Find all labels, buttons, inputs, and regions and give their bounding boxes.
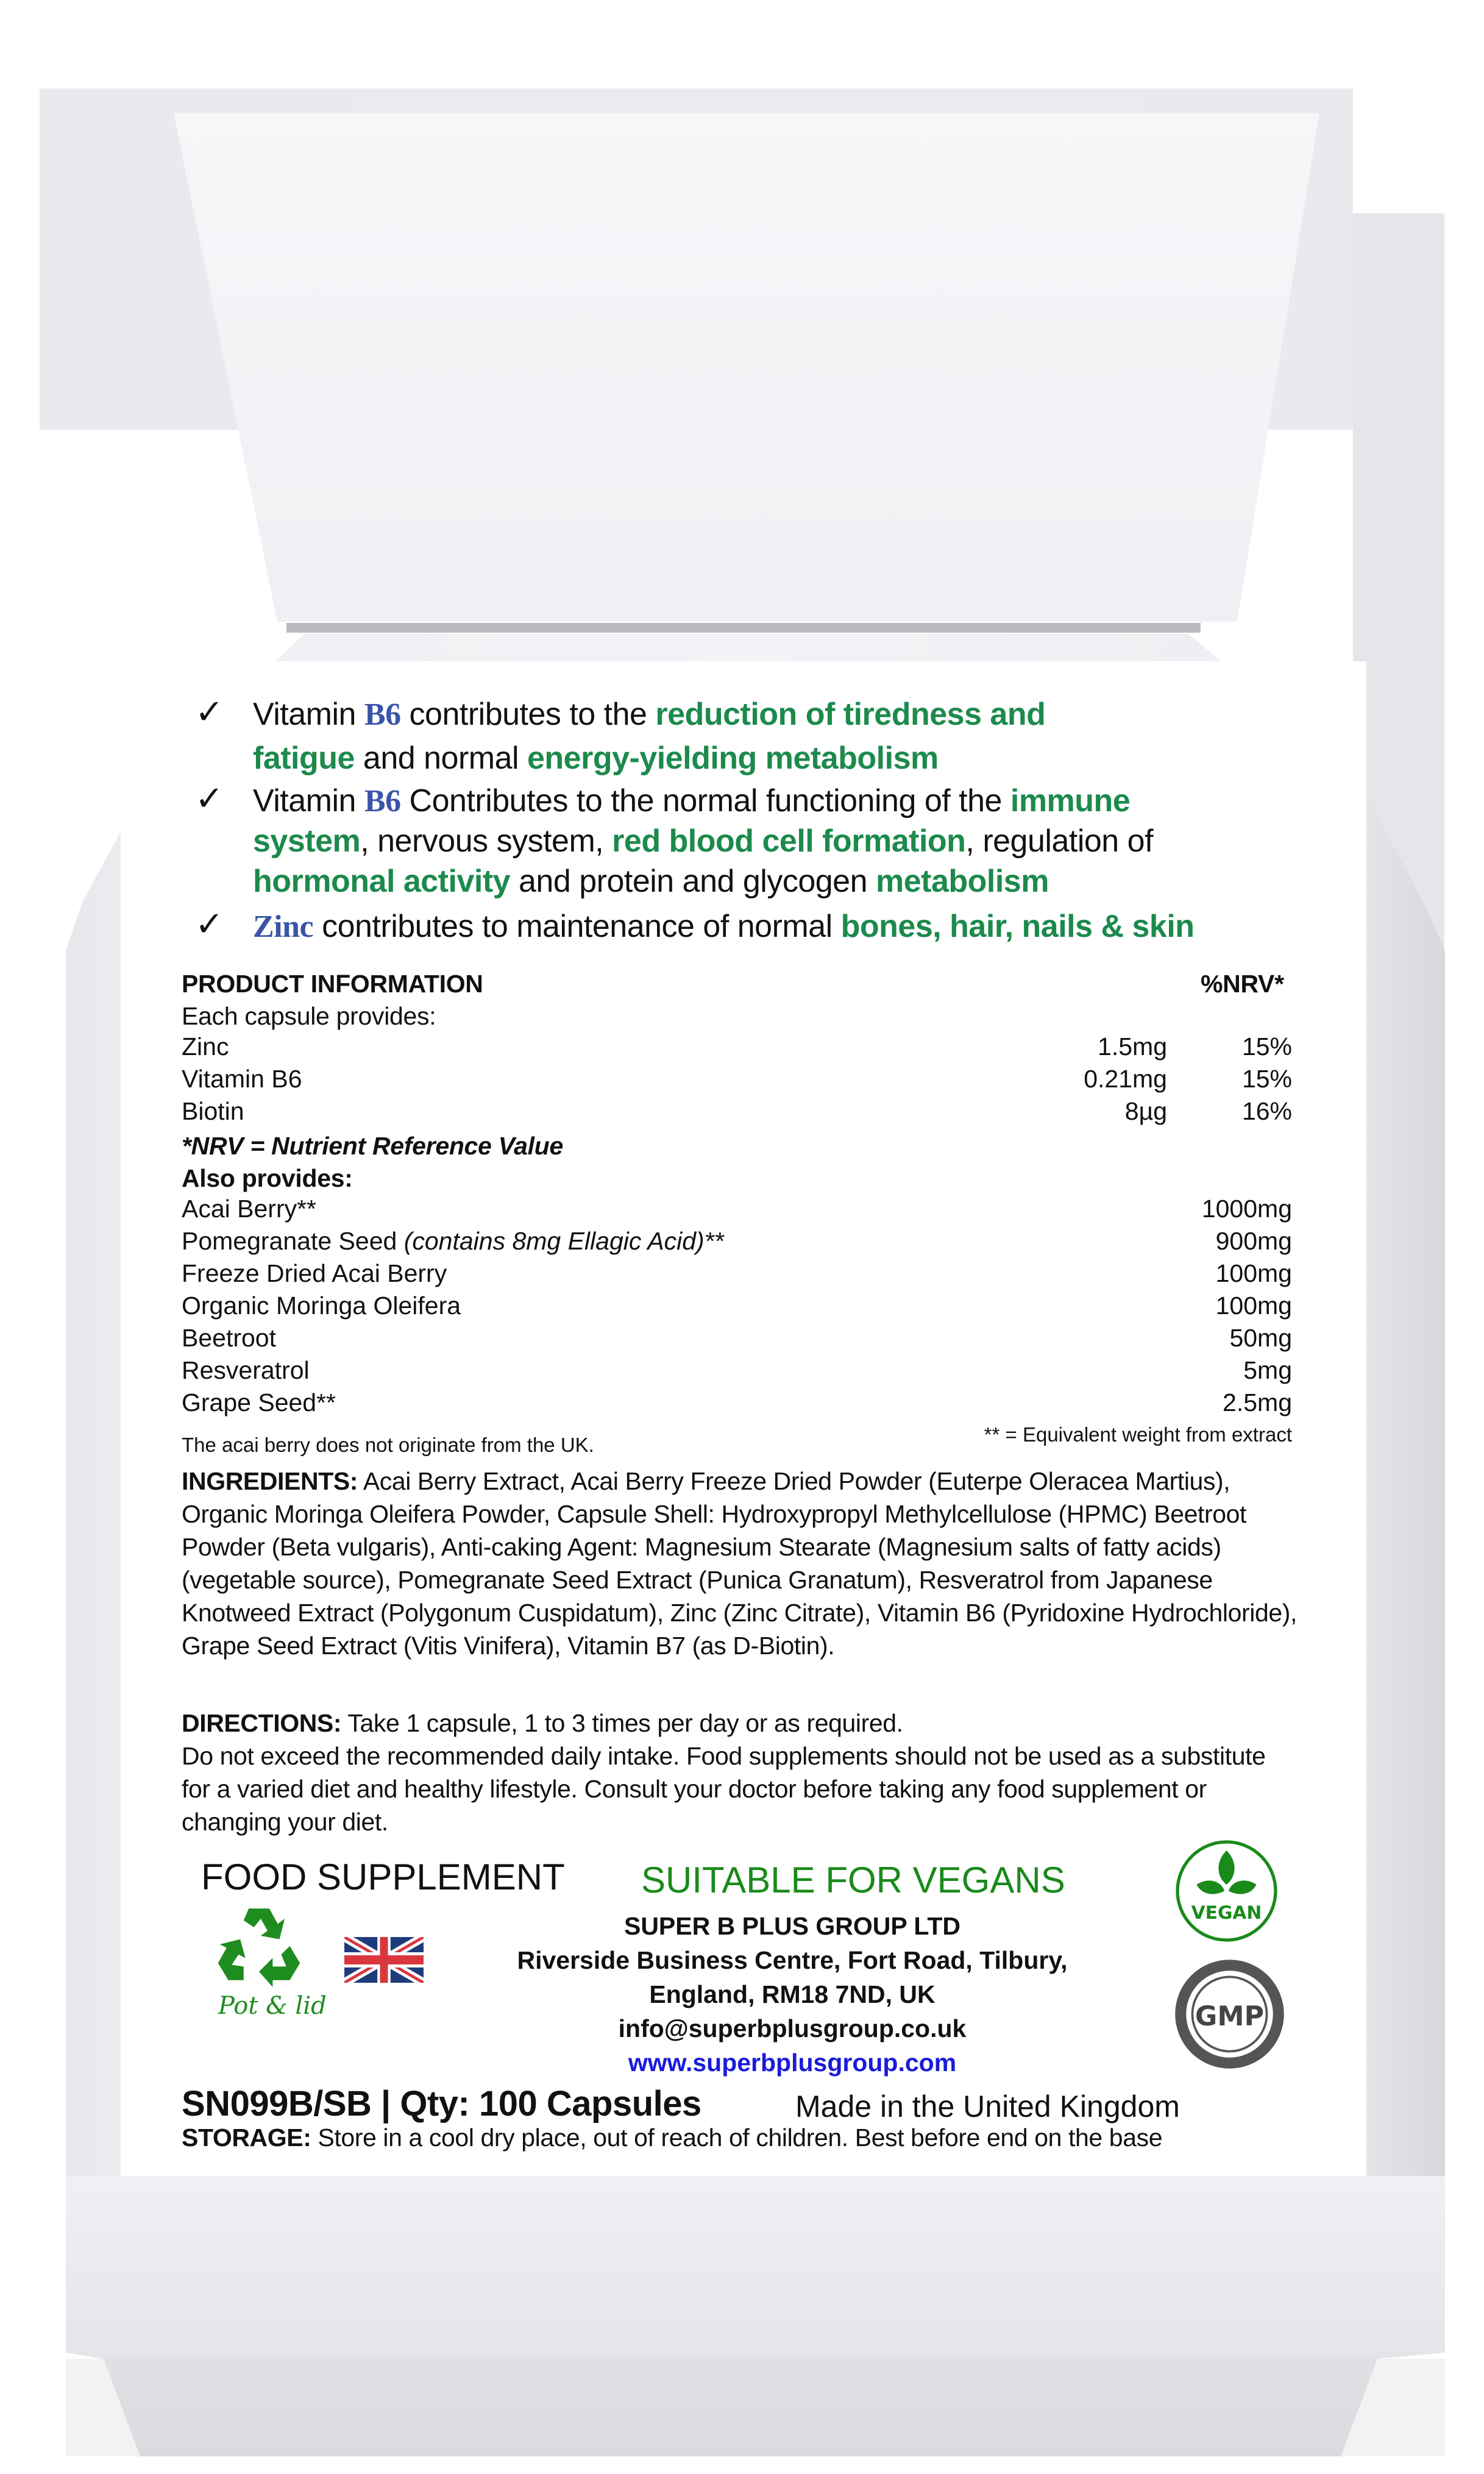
extra-name: Beetroot bbox=[182, 1324, 276, 1352]
benefit-highlight: hormonal activity bbox=[253, 864, 511, 899]
benefit-highlight: metabolism bbox=[875, 864, 1049, 899]
nutrient-nrv: 15% bbox=[1241, 1065, 1292, 1093]
benefit-highlight: energy-yielding metabolism bbox=[527, 741, 939, 776]
check-icon: ✓ bbox=[195, 905, 224, 944]
extra-row bbox=[182, 1388, 1292, 1421]
benefit-highlight: immune bbox=[1010, 783, 1131, 819]
address-line-2: England, RM18 7ND, UK bbox=[649, 1980, 935, 2008]
benefit-text: Vitamin bbox=[253, 697, 364, 732]
nrv-footnote: *NRV = Nutrient Reference Value bbox=[182, 1132, 564, 1160]
vegan-badge-text: VEGAN bbox=[1191, 1902, 1262, 1924]
benefit-line bbox=[253, 907, 1195, 947]
benefit-highlight: red blood cell formation bbox=[612, 823, 966, 859]
benefit-text: contributes to the bbox=[400, 697, 656, 732]
nrv-header: %NRV* bbox=[1201, 970, 1284, 998]
extra-name: Organic Moringa Oleifera bbox=[182, 1292, 461, 1320]
benefit-text: , nervous system, bbox=[360, 823, 612, 859]
benefit-highlight: reduction of tiredness and bbox=[655, 697, 1046, 732]
nutrient-name: Vitamin B6 bbox=[182, 1065, 302, 1093]
food-supplement-label: FOOD SUPPLEMENT bbox=[201, 1857, 565, 1897]
extra-amount: 900mg bbox=[1215, 1227, 1292, 1255]
equivalent-weight-note: ** = Equivalent weight from extract bbox=[984, 1423, 1292, 1446]
extra-name: Grape Seed** bbox=[182, 1388, 336, 1417]
storage-label: STORAGE: bbox=[182, 2124, 311, 2152]
extra-name: Acai Berry** bbox=[182, 1195, 317, 1223]
company-email[interactable]: info@superbplusgroup.co.uk bbox=[618, 2014, 967, 2042]
address-line-1: Riverside Business Centre, Fort Road, Tilbury, bbox=[517, 1946, 1068, 1974]
benefit-line bbox=[253, 695, 1045, 734]
extra-amount: 5mg bbox=[1243, 1356, 1292, 1384]
benefit-text: , regulation of bbox=[965, 823, 1154, 859]
origin-note: The acai berry does not originate from the UK. bbox=[182, 1434, 594, 1456]
extra-amount: 50mg bbox=[1229, 1324, 1292, 1352]
suitable-for-vegans-label: SUITABLE FOR VEGANS bbox=[641, 1860, 1065, 1900]
nutrient-row bbox=[182, 1033, 1292, 1065]
storage-text: Store in a cool dry place, out of reach of children. Best before end on the base bbox=[311, 2124, 1163, 2152]
gmp-badge-text: GMP bbox=[1195, 2001, 1265, 2032]
nutrient-nrv: 15% bbox=[1241, 1033, 1292, 1061]
benefit-line bbox=[253, 822, 1153, 861]
nutrient-nrv: 16% bbox=[1241, 1097, 1292, 1125]
directions-block bbox=[182, 1707, 1297, 1838]
nutrient-amount: 0.21mg bbox=[1084, 1065, 1167, 1093]
check-icon: ✓ bbox=[195, 692, 224, 732]
benefit-highlight: Zinc bbox=[253, 909, 314, 944]
extra-name: Pomegranate Seed (contains 8mg Ellagic Acid)** bbox=[182, 1227, 724, 1255]
extra-row bbox=[182, 1259, 1292, 1292]
extra-row bbox=[182, 1356, 1292, 1388]
uk-flag-icon bbox=[344, 1937, 424, 1983]
extra-row bbox=[182, 1195, 1292, 1227]
extra-amount: 2.5mg bbox=[1223, 1388, 1292, 1417]
also-provides-label: Also provides: bbox=[182, 1164, 353, 1192]
vegan-badge-icon bbox=[1173, 1838, 1280, 1944]
company-name: SUPER B PLUS GROUP LTD bbox=[623, 1912, 961, 1940]
benefit-text: contributes to maintenance of normal bbox=[313, 909, 841, 944]
nutrient-name: Zinc bbox=[182, 1033, 229, 1061]
nutrient-row bbox=[182, 1097, 1292, 1129]
benefit-text: Contributes to the normal functioning of the bbox=[400, 783, 1010, 819]
directions-label: DIRECTIONS: bbox=[182, 1709, 342, 1737]
gmp-badge-icon bbox=[1173, 1958, 1286, 2071]
extra-row bbox=[182, 1324, 1292, 1356]
benefit-text: and normal bbox=[354, 741, 527, 776]
benefit-line bbox=[253, 781, 1130, 821]
nutrient-name: Biotin bbox=[182, 1097, 244, 1125]
extra-name: Resveratrol bbox=[182, 1356, 310, 1384]
ingredients-label: INGREDIENTS: bbox=[182, 1467, 358, 1495]
benefit-highlight: fatigue bbox=[253, 741, 355, 776]
benefit-text: Vitamin bbox=[253, 783, 364, 819]
ingredients-block bbox=[182, 1465, 1297, 1662]
extra-row bbox=[182, 1227, 1292, 1259]
warning-text: Do not exceed the recommended daily intake. Food supplements should not be used as a substitute for a varied diet and healthy lifestyle. Consult your doctor before taking any food supplement or changing your diet. bbox=[182, 1742, 1266, 1836]
extra-amount: 100mg bbox=[1215, 1259, 1292, 1287]
extra-name: Freeze Dried Acai Berry bbox=[182, 1259, 447, 1287]
benefit-highlight: B6 bbox=[364, 697, 401, 732]
extra-row bbox=[182, 1292, 1292, 1324]
company-info bbox=[427, 1909, 1158, 2080]
made-in-label: Made in the United Kingdom bbox=[795, 2089, 1180, 2124]
directions-text: Take 1 capsule, 1 to 3 times per day or as required. bbox=[341, 1709, 903, 1737]
ingredients-text: Acai Berry Extract, Acai Berry Freeze Dried Powder (Euterpe Oleracea Martius), Organic Moringa Oleifera Powder, Capsule Shell: Hydroxypropyl Methylcellulose (HPMC) Beetroot Powder (Beta vulgaris), Anti-caking Agent: Magnesium Stearate (Magnesium salts of fatty acids) (vegetable source), Pomegranate Seed Extract (Punica Granatum), Resveratrol from Japanese Knotweed Extract (Polygonum Cuspidatum), Zinc (Zinc Citrate), Vitamin B6 (Pyridoxine Hydrochloride), Grape Seed Extract (Vitis Vinifera), Vitamin B7 (as D-Biotin). bbox=[182, 1467, 1298, 1660]
nutrient-amount: 1.5mg bbox=[1098, 1033, 1167, 1061]
benefit-highlight: B6 bbox=[364, 784, 401, 819]
benefit-text: and protein and glycogen bbox=[510, 864, 876, 899]
benefit-line bbox=[253, 862, 1049, 901]
check-icon: ✓ bbox=[195, 779, 224, 819]
storage-line bbox=[182, 2124, 1162, 2152]
each-capsule-label: Each capsule provides: bbox=[182, 1002, 436, 1030]
product-code: SN099B/SB | Qty: 100 Capsules bbox=[182, 2084, 701, 2124]
company-website[interactable]: www.superbplusgroup.com bbox=[628, 2049, 957, 2077]
nutrient-row bbox=[182, 1065, 1292, 1097]
recycle-caption: Pot & lid bbox=[218, 1992, 327, 2020]
product-info-heading: PRODUCT INFORMATION bbox=[182, 970, 483, 998]
benefit-line bbox=[253, 739, 939, 778]
benefit-highlight: bones, hair, nails & skin bbox=[840, 909, 1195, 944]
recycle-icon bbox=[216, 1902, 302, 1987]
nutrient-amount: 8µg bbox=[1124, 1097, 1167, 1125]
extra-amount: 1000mg bbox=[1201, 1195, 1292, 1223]
benefit-highlight: system bbox=[253, 823, 361, 859]
extra-amount: 100mg bbox=[1215, 1292, 1292, 1320]
